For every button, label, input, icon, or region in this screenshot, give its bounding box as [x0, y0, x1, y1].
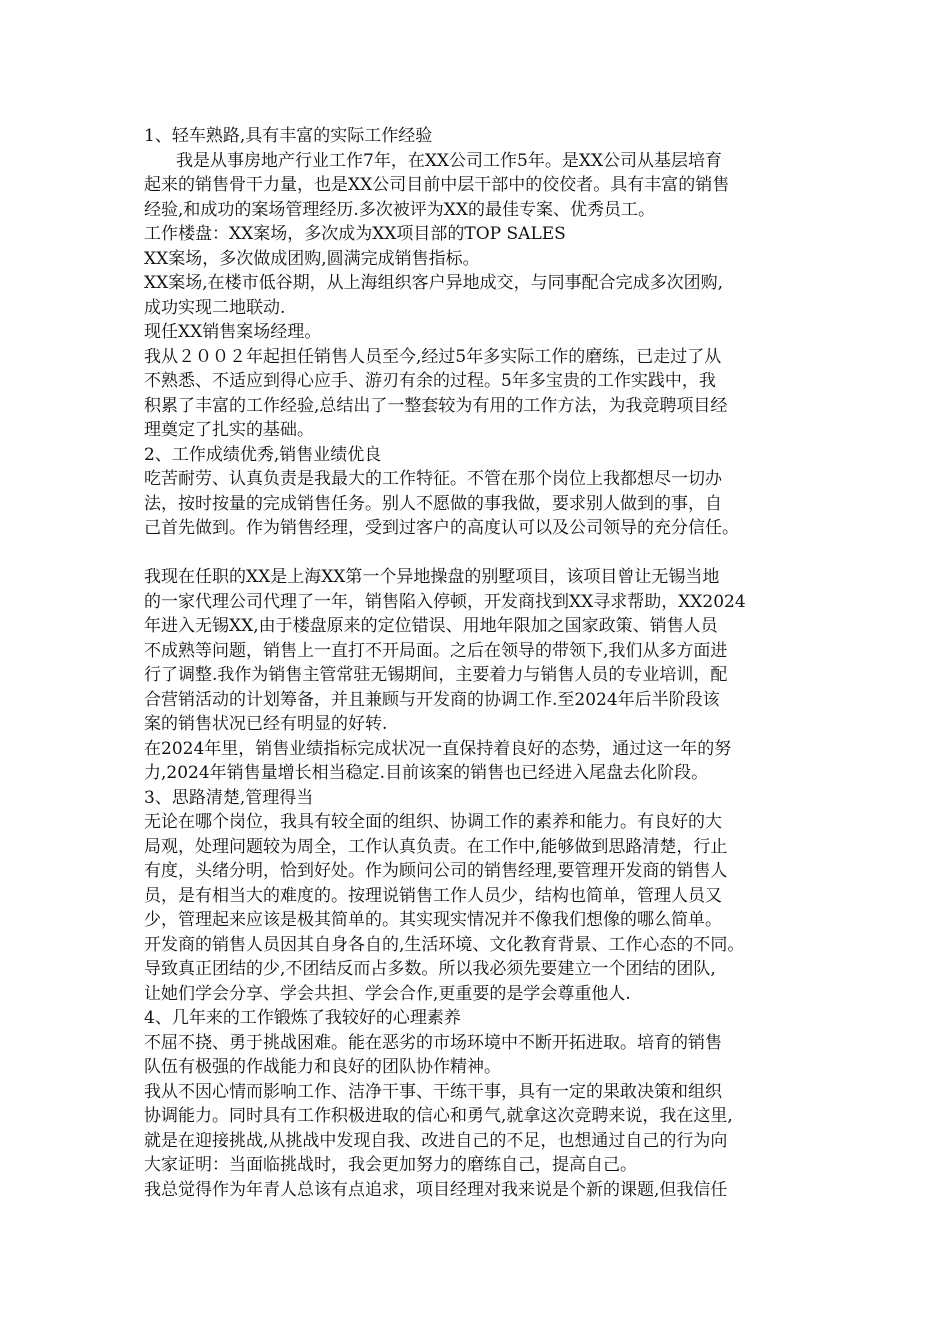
paragraph-line: XX案场,在楼市低谷期，从上海组织客户异地成交，与同事配合完成多次团购, — [144, 273, 724, 293]
section-heading-3: 3、思路清楚,管理得当 — [144, 787, 314, 808]
paragraph-line: 局观，处理问题较为周全，工作认真负责。在工作中,能够做到思路清楚，行止 — [144, 836, 728, 857]
paragraph-line: 积累了丰富的工作经验,总结出了一整套较为有用的工作方法，为我竞聘项目经 — [144, 395, 728, 416]
section-heading-4: 4、几年来的工作锻炼了我较好的心理素养 — [144, 1008, 461, 1028]
paragraph-line: 力,2024年销售量增长相当稳定.目前该案的销售也已经进入尾盘去化阶段。 — [144, 763, 709, 783]
paragraph-line: 我从不因心情而影响工作、洁净干事、干练干事，具有一定的果敢决策和组织 — [144, 1081, 722, 1102]
paragraph-line: 少，管理起来应该是极其简单的。其实现实情况并不像我们想像的哪么简单。 — [144, 910, 722, 930]
paragraph-line: 协调能力。同时具有工作积极进取的信心和勇气,就拿这次竞聘来说，我在这里, — [144, 1106, 733, 1126]
paragraph-line: 成功实现二地联动. — [144, 297, 286, 318]
paragraph-line: 在2024年里，销售业绩指标完成状况一直保持着良好的态势，通过这一年的努 — [144, 738, 732, 759]
section-heading-2: 2、工作成绩优秀,销售业绩优良 — [144, 444, 382, 465]
paragraph-line: 大家证明：当面临挑战时，我会更加努力的磨练自己，提高自己。 — [144, 1155, 637, 1175]
paragraph-line: 有度，头绪分明，恰到好处。作为顾问公司的销售经理,要管理开发商的销售人 — [144, 861, 728, 881]
paragraph-line: 行了调整.我作为销售主管常驻无锡期间，主要着力与销售人员的专业培训，配 — [144, 665, 728, 685]
paragraph-line: 我现在任职的XX是上海XX第一个异地操盘的别墅项目，该项目曾让无锡当地 — [144, 567, 720, 587]
paragraph-line: 员，是有相当大的难度的。按理说销售工作人员少，结构也简单，管理人员又 — [144, 885, 722, 906]
paragraph-line: 不屈不挠、勇于挑战困难。能在恶劣的市场环境中不断开拓进取。培育的销售 — [144, 1032, 722, 1053]
paragraph-line: 年进入无锡XX,由于楼盘原来的定位错误、用地年限加之国家政策、销售人员 — [144, 616, 718, 636]
paragraph-line: 己首先做到。作为销售经理，受到过客户的高度认可以及公司领导的充分信任。 — [144, 518, 739, 538]
paragraph-line: 我从２００２年起担任销售人员至今,经过5年多实际工作的磨练，已走过了从 — [144, 346, 722, 367]
paragraph-line: 起来的销售骨干力量，也是XX公司目前中层干部中的佼佼者。具有丰富的销售 — [144, 175, 730, 195]
paragraph-line: 法，按时按量的完成销售任务。别人不愿做的事我做，要求别人做到的事，自 — [144, 493, 722, 514]
paragraph-line: 导致真正团结的少,不团结反而占多数。所以我必须先要建立一个团结的团队, — [144, 959, 716, 979]
paragraph-line: 不成熟等问题，销售上一直打不开局面。之后在领导的带领下,我们从多方面进 — [144, 640, 728, 661]
paragraph-line: 开发商的销售人员因其自身各自的,生活环境、文化教育背景、工作心态的不同。 — [144, 934, 745, 955]
paragraph-line: 案的销售状况已经有明显的好转. — [144, 714, 388, 734]
blank-line — [144, 541, 824, 566]
paragraph-line: 现任XX销售案场经理。 — [144, 322, 322, 342]
paragraph-line: 经验,和成功的案场管理经历.多次被评为XX的最佳专案、优秀员工。 — [144, 199, 656, 220]
paragraph-line: 不熟悉、不适应到得心应手、游刃有余的过程。5年多宝贵的工作实践中，我 — [144, 371, 716, 391]
paragraph-line: 合营销活动的计划筹备，并且兼顾与开发商的协调工作.至2024年后半阶段该 — [144, 689, 720, 710]
paragraph-line: 吃苦耐劳、认真负责是我最大的工作特征。不管在那个岗位上我都想尽一切办 — [144, 469, 722, 489]
paragraph-line: 无论在哪个岗位，我具有较全面的组织、协调工作的素养和能力。有良好的大 — [144, 812, 722, 832]
document-body — [144, 124, 824, 1202]
paragraph-line: 我是从事房地产行业工作7年，在XX公司工作5年。是XX公司从基层培育 — [176, 150, 723, 171]
paragraph-line: 队伍有极强的作战能力和良好的团队协作精神。 — [144, 1057, 501, 1077]
paragraph-line: 的一家代理公司代理了一年，销售陷入停顿，开发商找到XX寻求帮助，XX2024 — [144, 591, 746, 612]
paragraph-line: 让她们学会分享、学会共担、学会合作,更重要的是学会尊重他人. — [144, 983, 631, 1004]
paragraph-line: 理奠定了扎实的基础。 — [144, 420, 314, 440]
section-heading-1: 1、轻车熟路,具有丰富的实际工作经验 — [144, 126, 433, 146]
paragraph-line: 工作楼盘：XX案场，多次成为XX项目部的TOP SALES — [144, 224, 566, 244]
paragraph-line: 我总觉得作为年青人总该有点追求，项目经理对我来说是个新的课题,但我信任 — [144, 1179, 728, 1200]
paragraph-line: 就是在迎接挑战,从挑战中发现自我、改进自己的不足，也想通过自己的行为向 — [144, 1130, 728, 1151]
paragraph-line: XX案场，多次做成团购,圆满完成销售指标。 — [144, 248, 480, 269]
